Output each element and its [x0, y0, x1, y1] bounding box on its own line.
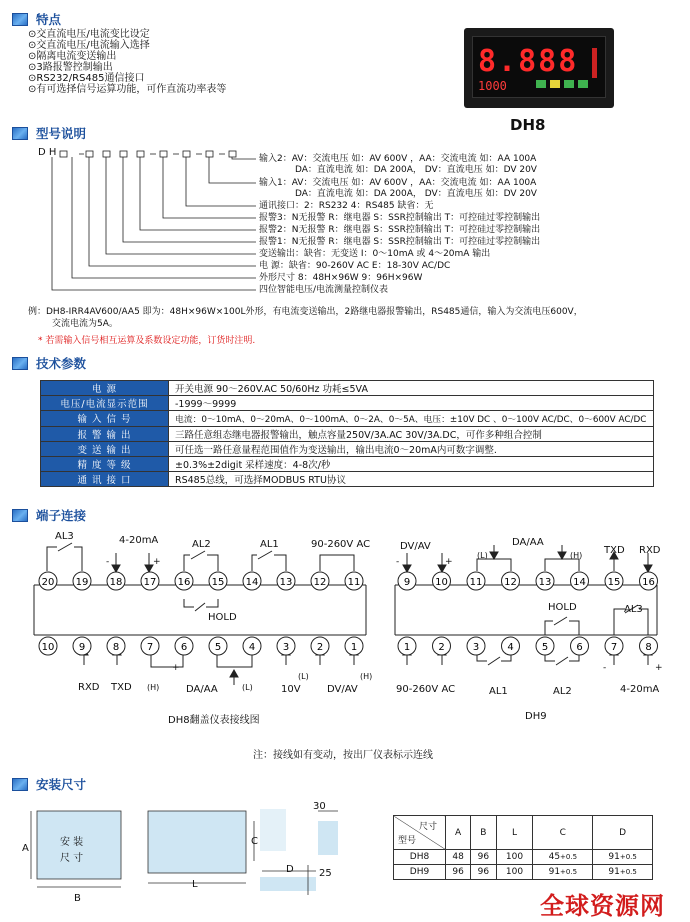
- model-line: 报警1：N无报警 R：继电器 S：SSR控制输出 T：可控硅过零控制输出: [259, 237, 541, 247]
- model-example-cont: 交流电流为5A。: [52, 319, 118, 329]
- model-line: 变送输出：缺省：无变送 I：0～10mA 或 4～20mA 输出: [259, 249, 491, 259]
- section-params-title: 技术参数: [12, 354, 86, 372]
- terminal-number: 4: [507, 642, 514, 653]
- feature-item: ⊙RS232/RS485通信接口: [28, 73, 145, 84]
- dim-l-label: L: [192, 879, 198, 890]
- terminal-number: 5: [214, 642, 222, 653]
- dh9-al2-label: AL2: [553, 686, 572, 697]
- dh9-h-label: (H): [570, 551, 583, 560]
- terminal-number: 17: [143, 577, 157, 588]
- terminal-number: 3: [472, 642, 480, 653]
- dim-b-label: B: [74, 893, 81, 904]
- meter-button-icon: [564, 80, 574, 88]
- terminal-number: 13: [538, 577, 552, 588]
- terminal-number: 6: [180, 642, 188, 653]
- meter-button-icon: [578, 80, 588, 88]
- dh9-plus-label: +: [445, 557, 453, 567]
- meter-button-icon: [550, 80, 560, 88]
- dh8-l2-label: (L): [298, 672, 309, 681]
- table-row: 通 讯 接 口 RS485总线，可选择MODBUS RTU协议: [41, 472, 654, 487]
- feature-item: ⊙交直流电压/电流输入选择: [28, 40, 150, 51]
- model-line: DA：直流电流 如：DA 200A， DV：直流电压 如：DV 20V: [295, 189, 537, 199]
- dh8-ma-label: 4-20mA: [119, 535, 159, 546]
- dh9-wiring-diagram: [385, 525, 675, 705]
- terminal-number: 15: [211, 577, 225, 588]
- terminal-number: 18: [109, 577, 123, 588]
- dh8-plus-label: +: [153, 557, 161, 567]
- dh8-al1-label: AL1: [260, 539, 279, 550]
- terminal-number: 14: [245, 577, 259, 588]
- dh8-hold-label: HOLD: [208, 612, 237, 623]
- section-model-title: 型号说明: [12, 124, 86, 142]
- section-square-icon: [12, 127, 28, 140]
- terminal-number: 9: [403, 577, 411, 588]
- dh9-hold-label: HOLD: [548, 602, 577, 613]
- terminal-number: 1: [403, 642, 411, 653]
- model-line: 通讯接口：2：RS232 4：RS485 缺省：无: [259, 201, 434, 211]
- dh8-rxd-label: RXD: [78, 682, 100, 693]
- feature-item: ⊙有可选择信号运算功能，可作直流功率表等: [28, 84, 227, 95]
- params-table: [40, 380, 654, 487]
- terminal-number: 13: [279, 577, 293, 588]
- feature-item: ⊙交直流电压/电流变比设定: [28, 29, 150, 40]
- terminal-number: 2: [316, 642, 324, 653]
- table-row: DH8 48 96 100 45+0.5 91+0.5: [394, 850, 653, 865]
- table-row: 报 警 输 出 三路任意组态继电器报警输出，触点容量250V/3A.AC 30V/3A.DC，可作多种组合控制: [41, 426, 654, 441]
- terminal-number: 15: [607, 577, 621, 588]
- dh8-plus-bottom: +: [172, 663, 180, 673]
- dh9-txd-label: TXD: [604, 545, 625, 556]
- dim-d-label: D: [286, 864, 294, 875]
- dh9-minus-bottom: -: [603, 663, 607, 673]
- dh9-da-label: DA/AA: [512, 537, 544, 548]
- dh8-power-label: 90-260V AC: [311, 539, 371, 550]
- table-row: 精 度 等 级 ±0.3%±2digit 采样速度：4-8次/秒: [41, 456, 654, 471]
- dh8-al2-label: AL2: [192, 539, 211, 550]
- section-terminal-title: 端子连接: [12, 506, 86, 524]
- dh8-al3-label: AL3: [55, 531, 74, 542]
- section-install-title: 安装尺寸: [12, 775, 86, 793]
- terminal-number: 10: [435, 577, 448, 588]
- dim-a-label: A: [22, 843, 29, 854]
- model-line: 外形尺寸 8：48H×96W 9：96H×96W: [259, 273, 423, 283]
- install-front-text1: 安 装: [60, 837, 84, 848]
- terminal-number: 12: [504, 577, 517, 588]
- dh9-caption: DH9: [525, 711, 547, 722]
- section-features-title: 特点: [12, 10, 61, 28]
- terminal-number: 6: [576, 642, 583, 653]
- dh8-minus-label: -: [106, 557, 110, 567]
- model-line: 报警3：N无报警 R：继电器 S：SSR控制输出 T：可控硅过零控制输出: [259, 213, 541, 223]
- terminal-number: 8: [645, 642, 652, 653]
- terminal-number: 11: [347, 577, 361, 588]
- device-model-label: DH8: [510, 116, 546, 134]
- dh9-dv-label: DV/AV: [400, 541, 431, 552]
- section-square-icon: [12, 778, 28, 791]
- terminal-number: 7: [146, 642, 154, 653]
- table-row: 电 源 开关电源 90～260V.AC 50/60Hz 功耗≤5VA: [41, 381, 654, 396]
- dh9-al3-label: AL3: [624, 604, 643, 615]
- model-line: 输入1：AV：交流电压 如：AV 600V ，AA：交流电流 如：AA 100A: [259, 178, 537, 188]
- dh8-wiring-diagram: [0, 525, 380, 705]
- dh9-al1-label: AL1: [489, 686, 508, 697]
- dh8-da-label: DA/AA: [186, 684, 218, 695]
- model-line: 输入2：AV：交流电压 如：AV 600V ，AA：交流电流 如：AA 100A: [259, 154, 537, 164]
- terminal-number: 11: [469, 577, 483, 588]
- dh9-ma-label: 4-20mA: [620, 684, 660, 695]
- terminal-number: 14: [573, 577, 586, 588]
- dh8-caption: DH8翻盖仪表接线图: [168, 715, 260, 726]
- table-row: 变 送 输 出 可任选一路任意量程范围值作为变送输出，输出电流0～20mA内可数字调整.: [41, 441, 654, 456]
- model-line: DA：直流电流 如：DA 200A， DV：直流电压 如：DV 20V: [295, 165, 537, 175]
- section-square-icon: [12, 357, 28, 370]
- table-row: 尺寸 型号 A B L C D: [394, 816, 653, 850]
- terminal-number: 9: [78, 642, 86, 653]
- dh8-dv-label: DV/AV: [327, 684, 358, 695]
- terminal-number: 16: [642, 577, 655, 588]
- install-front-text2: 尺 寸: [60, 853, 84, 864]
- table-row: DH9 96 96 100 91+0.5 91+0.5: [394, 865, 653, 880]
- terminal-number: 5: [541, 642, 549, 653]
- dh8-10v-label: 10V: [281, 684, 301, 695]
- terminal-number: 10: [41, 642, 55, 653]
- terminal-number: 12: [313, 577, 327, 588]
- model-line: 电 源：缺省：90-260V AC E：18-30V AC/DC: [259, 261, 451, 271]
- meter-sub-digits: 1000: [478, 79, 507, 93]
- dim-25-label: 25: [319, 868, 332, 879]
- terminal-number: 16: [177, 577, 191, 588]
- dim-c-label: C: [251, 836, 258, 847]
- dh8-txd-label: TXD: [111, 682, 132, 693]
- terminal-number: 7: [610, 642, 618, 653]
- model-line: 四位智能电压/电流测量控制仪表: [259, 285, 389, 295]
- terminal-number: 8: [112, 642, 120, 653]
- terminal-note: 注：接线如有变动，按出厂仪表标示连线: [253, 750, 433, 761]
- terminal-number: 1: [350, 642, 358, 653]
- meter-button-icon: [536, 80, 546, 88]
- terminal-number: 4: [248, 642, 256, 653]
- dh8-h2-label: (H): [360, 672, 373, 681]
- model-example: 例：DH8-IRR4AV600/AA5 即为：48H×96W×100L外形，有电流变送输出，2路继电器报警输出，RS485通信，输入为交流电压600V，: [28, 307, 583, 317]
- model-warning: * 若需输入信号相互运算及系数设定功能，订货时注明.: [38, 336, 256, 346]
- feature-item: ⊙隔离电流变送输出: [28, 51, 117, 62]
- watermark-logo: 全球资源网: [540, 892, 665, 920]
- meter-indicator-icon: [592, 48, 597, 78]
- dim-30-label: 30: [313, 801, 326, 812]
- terminal-number: 20: [41, 577, 55, 588]
- model-line: 报警2：N无报警 R：继电器 S：SSR控制输出 T：可控硅过零控制输出: [259, 225, 541, 235]
- terminal-number: 19: [75, 577, 89, 588]
- dh8-l-label: (L): [242, 683, 253, 692]
- meter-device-image: [464, 28, 614, 108]
- terminal-number: 3: [282, 642, 290, 653]
- terminal-number: 2: [438, 642, 445, 653]
- feature-item: ⊙3路报警控制输出: [28, 62, 113, 73]
- table-corner-cell: 尺寸 型号: [394, 816, 446, 850]
- table-row: 输 入 信 号 电流：0～10mA、0～20mA、0～100mA、0～2A、0～5A、电压：±10V DC 、0～100V AC/DC、0～600V AC/DC: [41, 411, 654, 426]
- dh9-l-label: (L): [477, 551, 488, 560]
- dh9-power-label: 90-260V AC: [396, 684, 456, 695]
- section-square-icon: [12, 509, 28, 522]
- table-row: 电压/电流显示范围 -1999～9999: [41, 396, 654, 411]
- model-code-prefix: D H: [38, 147, 57, 158]
- install-dimensions-table: [393, 815, 653, 880]
- meter-main-digits: 8.888: [478, 44, 579, 79]
- dh9-minus-label: -: [396, 557, 400, 567]
- dh8-h-label: (H): [147, 683, 160, 692]
- dh9-plus-bottom: +: [655, 663, 663, 673]
- section-square-icon: [12, 13, 28, 26]
- dh9-rxd-label: RXD: [639, 545, 661, 556]
